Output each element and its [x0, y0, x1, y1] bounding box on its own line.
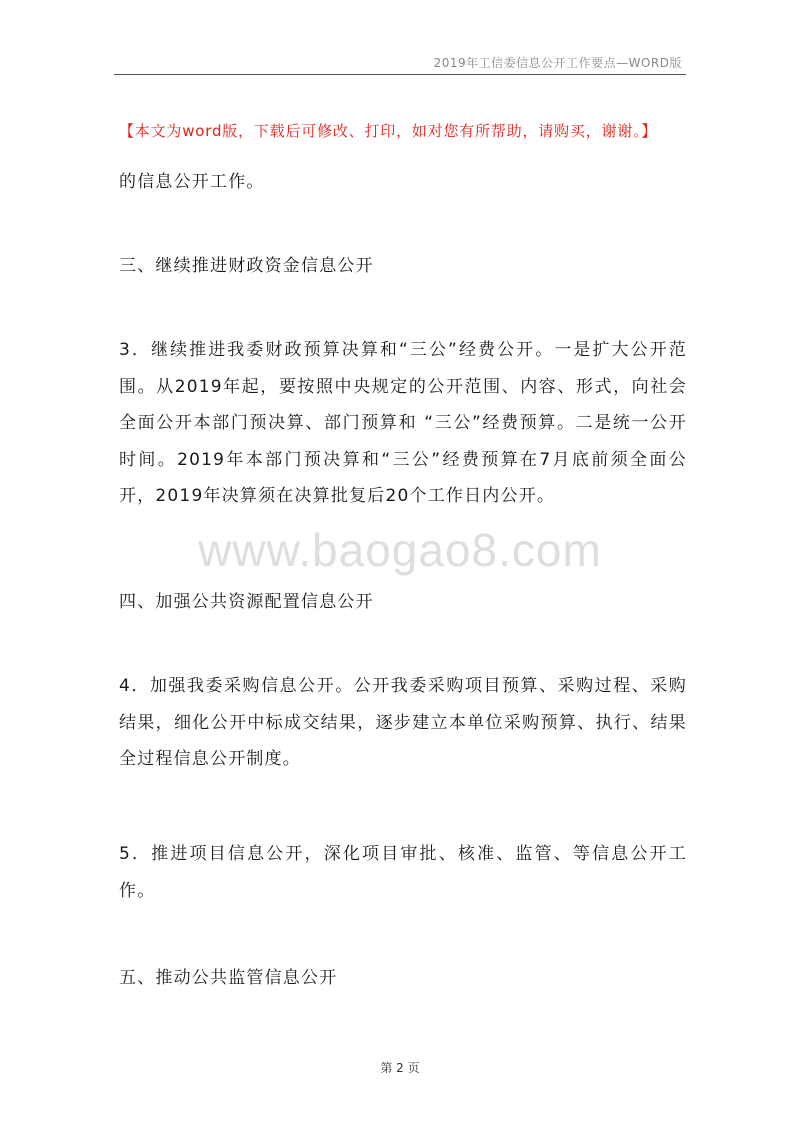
header-divider: [114, 74, 686, 75]
section-heading-5: 五、推动公共监管信息公开: [119, 968, 338, 988]
paragraph-item-5: 5．推进项目信息公开，深化项目审批、核准、监管、等信息公开工作。: [119, 844, 687, 901]
page-number: 第 2 页: [380, 1061, 420, 1075]
watermark: www.baogao8.com: [198, 524, 602, 576]
paragraph-item-4: 4．加强我委采购信息公开。公开我委采购项目预算、采购过程、采购结果，细化公开中标成交结果，逐步建立本单位采购预算、执行、结果全过程信息公开制度。: [119, 676, 687, 769]
section-heading-3: 三、继续推进财政资金信息公开: [119, 256, 374, 276]
section-heading-4: 四、加强公共资源配置信息公开: [119, 592, 374, 612]
paragraph-item-3: 3．继续推进我委财政预算决算和“三公”经费公开。一是扩大公开范围。从2019年起，要按照中央规定的公开范围、内容、形式，向社会全面公开本部门预决算、部门预算和 “三公”经费预算。二是统一公开时间。2019年本部门预决算和“三公”经费预算在7月底前须全面公开，2019年决算须在决算批复后20个工作日内公开。: [119, 340, 687, 506]
download-notice: 【本文为word版，下载后可修改、打印，如对您有所帮助，请购买，谢谢。】: [119, 122, 658, 140]
paragraph-continuation: 的信息公开工作。: [119, 172, 265, 192]
document-header-title: 2019年工信委信息公开工作要点—WORD版: [433, 56, 682, 70]
